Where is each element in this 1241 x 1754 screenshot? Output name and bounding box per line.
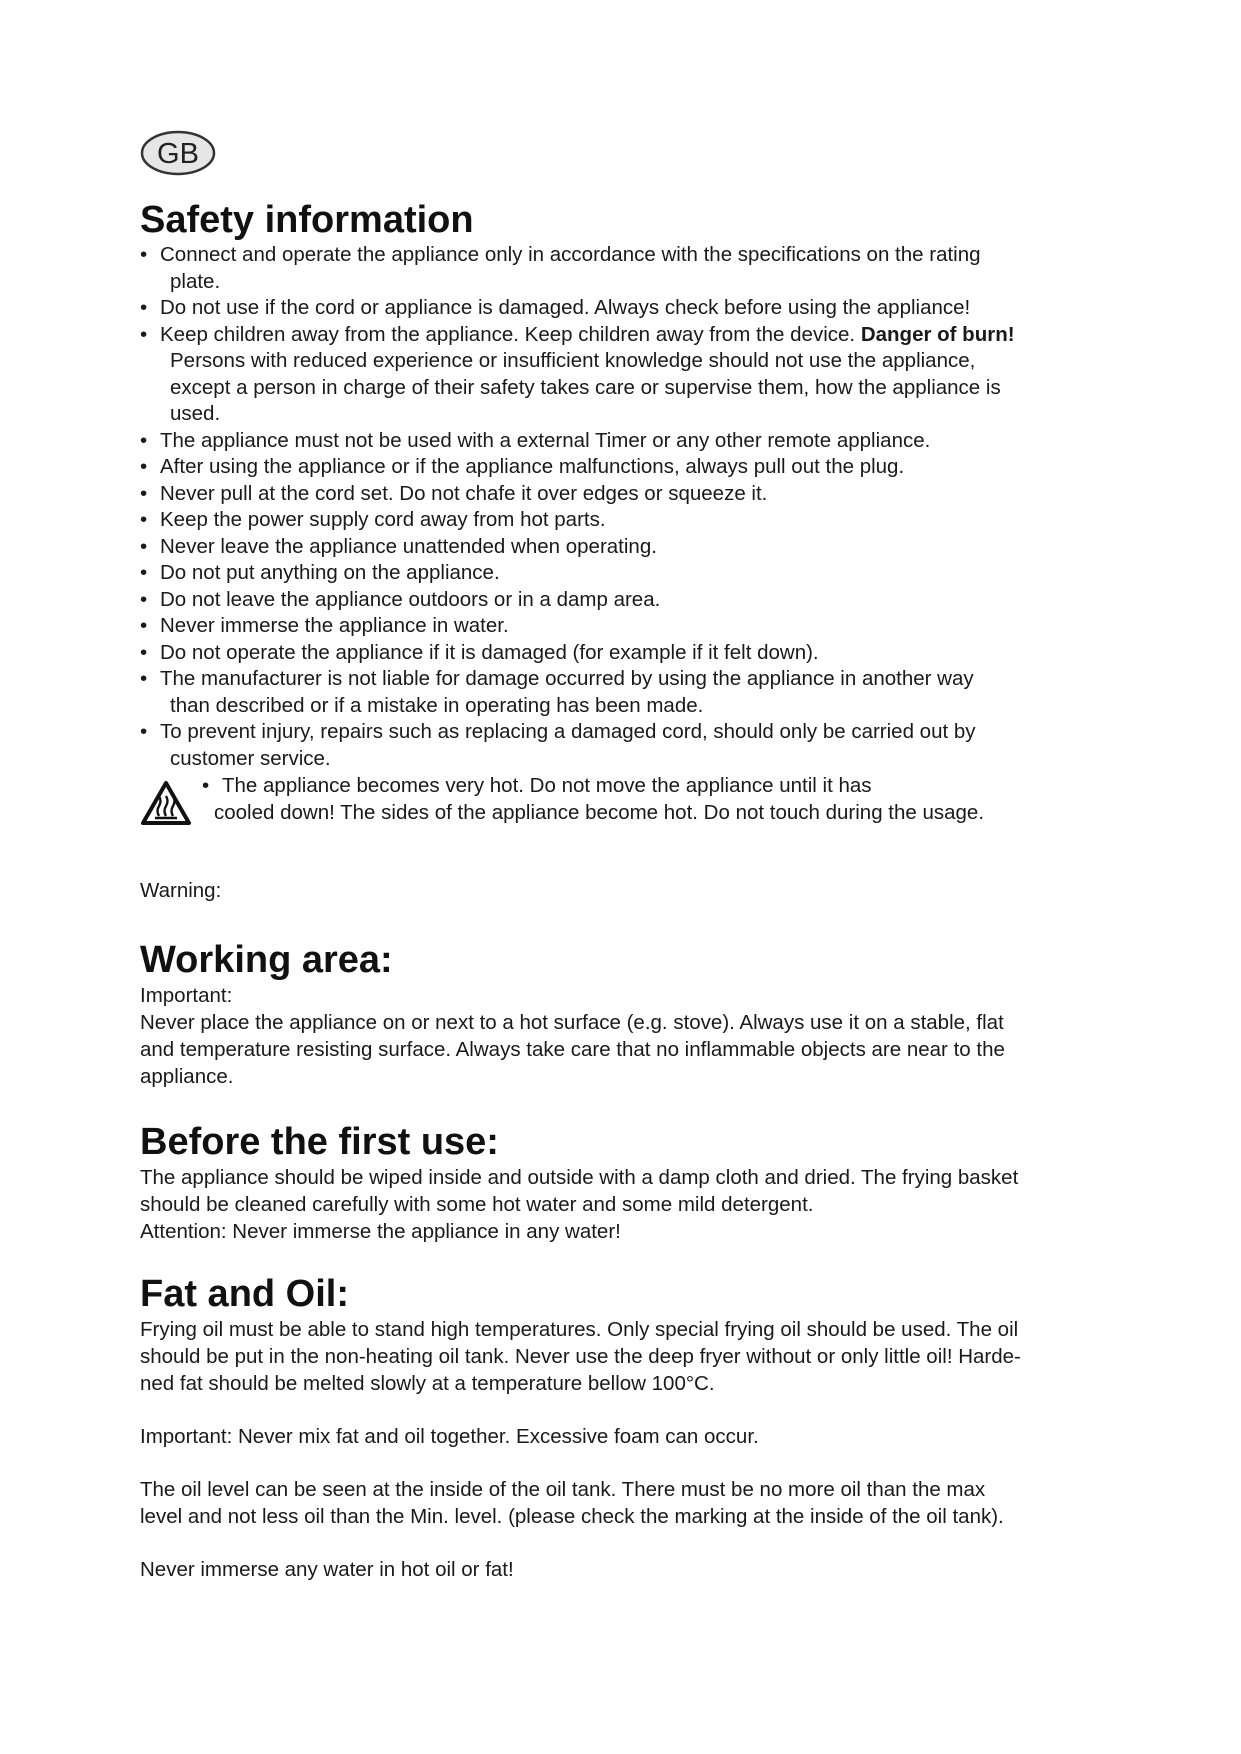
hot-warning-text: • The appliance becomes very hot. Do not move the appliance until it has cooled down! The sides of the appliance become hot. Do not touch during the usage.: [202, 774, 985, 824]
fat-oil-important: Important: Never mix fat and oil together. Excessive foam can occur.: [140, 1425, 759, 1448]
fat-oil-section: [140, 1272, 1100, 1583]
fat-oil-line: level and not less oil than the Min. level. (please check the marking at the inside of the oil tank).: [140, 1505, 1004, 1528]
safety-item: • After using the appliance or if the appliance malfunctions, always pull out the plug.: [140, 455, 905, 478]
safety-item: • Keep children away from the appliance. Keep children away from the device. Danger of burn! Persons with reduced experience or insufficient knowledge should not use the appliance, except a person in charge of their safety takes care or supervise them, how the appliance is used.: [140, 322, 1015, 425]
safety-item: • Never immerse the appliance in water.: [140, 614, 509, 637]
working-area-line: Never place the appliance on or next to a hot surface (e.g. stove). Always use it on a stable, flat: [140, 1011, 1004, 1034]
gb-oval-icon: [140, 130, 216, 176]
safety-item: • Connect and operate the appliance only in accordance with the specifications on the rating plate.: [140, 243, 981, 293]
first-use-line: The appliance should be wiped inside and outside with a damp cloth and dried. The frying basket: [140, 1166, 1019, 1189]
working-area-title: Working area:: [140, 939, 393, 981]
safety-item: • Do not operate the appliance if it is damaged (for example if it felt down).: [140, 640, 819, 664]
working-area-section: [140, 938, 1100, 1090]
first-use-line: Attention: Never immerse the appliance in any water!: [140, 1220, 621, 1243]
first-use-title: Before the first use:: [140, 1121, 499, 1163]
safety-item: • Never pull at the cord set. Do not chafe it over edges or squeeze it.: [140, 481, 768, 505]
working-area-line: Important:: [140, 984, 233, 1007]
warning-label: Warning:: [140, 879, 222, 902]
fat-oil-line: Frying oil must be able to stand high temperatures. Only special frying oil should be used. The oil: [140, 1318, 1019, 1341]
safety-section: [140, 198, 1100, 828]
safety-item: • The manufacturer is not liable for damage occurred by using the appliance in another way than described or if a mistake in operating has been made.: [140, 667, 974, 717]
working-area-line: and temperature resisting surface. Always take care that no inflammable objects are near to the: [140, 1038, 1005, 1061]
fat-oil-final-warning: Never immerse any water in hot oil or fat!: [140, 1558, 514, 1581]
hot-surface-warning: [140, 772, 1100, 828]
fat-oil-line: ned fat should be melted slowly at a temperature bellow 100°C.: [140, 1372, 715, 1395]
safety-item: • Do not leave the appliance outdoors or in a damp area.: [140, 587, 661, 611]
safety-list: [140, 242, 1100, 772]
safety-item: • The appliance must not be used with a external Timer or any other remote appliance.: [140, 428, 931, 452]
safety-item: • Do not put anything on the appliance.: [140, 561, 500, 584]
safety-item: • To prevent injury, repairs such as replacing a damaged cord, should only be carried out by customer service.: [140, 720, 976, 770]
badge-label: GB: [157, 138, 199, 170]
first-use-line: should be cleaned carefully with some hot water and some mild detergent.: [140, 1193, 814, 1216]
fat-oil-title: Fat and Oil:: [140, 1273, 349, 1315]
first-use-section: [140, 1120, 1100, 1245]
country-badge: [140, 130, 216, 176]
danger-of-burn: Danger of burn!: [860, 322, 1015, 346]
safety-item: • Keep the power supply cord away from hot parts.: [140, 508, 606, 531]
working-area-line: appliance.: [140, 1065, 234, 1088]
fat-oil-line: The oil level can be seen at the inside of the oil tank. There must be no more oil than the max: [140, 1478, 986, 1501]
fat-oil-line: should be put in the non-heating oil tank. Never use the deep fryer without or only little oil! Harde-: [140, 1345, 1021, 1368]
safety-item: • Do not use if the cord or appliance is damaged. Always check before using the appliance!: [140, 296, 971, 319]
safety-item: • Never leave the appliance unattended when operating.: [140, 534, 657, 558]
safety-title: Safety information: [140, 199, 474, 241]
hot-surface-warning-icon: [140, 780, 192, 826]
